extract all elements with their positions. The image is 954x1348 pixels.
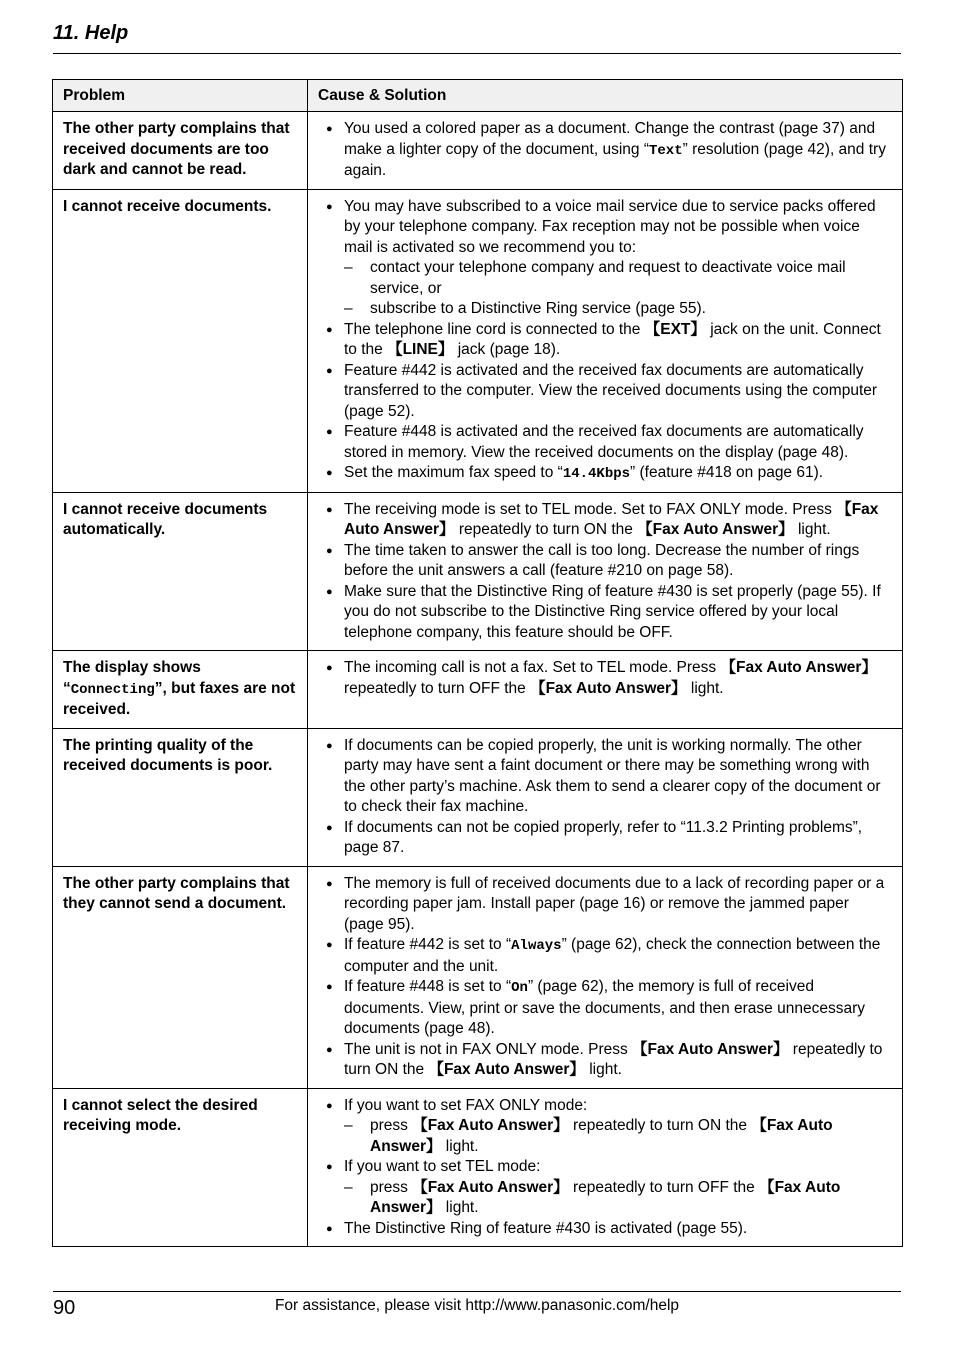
table-header-row <box>53 80 903 112</box>
solution-subitem: – press 【Fax Auto Answer】 repeatedly to turn ON the 【Fax Auto Answer】 light. <box>344 1116 890 1157</box>
setting-value: On <box>511 980 528 996</box>
solution-cell <box>308 866 903 1088</box>
table-row <box>53 189 903 492</box>
troubleshooting-table <box>52 79 903 1247</box>
fax-auto-answer-key: 【Fax Auto Answer】 <box>370 1178 841 1216</box>
setting-value: 14.4Kbps <box>562 466 631 482</box>
fax-auto-answer-key: 【Fax Auto Answer】 <box>344 500 879 538</box>
table-row <box>53 728 903 866</box>
column-header-solution: Cause & Solution <box>308 80 903 112</box>
solution-item: ● Set the maximum fax speed to “14.4Kbps” (feature #418 on page 61). <box>318 463 890 485</box>
table-row <box>53 866 903 1088</box>
table-row <box>53 1088 903 1247</box>
problem-cell: The display shows “Connecting”, but faxes are not received. <box>53 651 308 729</box>
fax-auto-answer-key: 【Fax Auto Answer】 <box>637 521 794 538</box>
ext-key: 【EXT】 <box>644 320 706 338</box>
fax-auto-answer-key: 【Fax Auto Answer】 <box>370 1117 833 1155</box>
header-divider <box>53 53 901 54</box>
page-header <box>53 20 901 46</box>
problem-cell: I cannot receive documents automatically. <box>53 492 308 651</box>
solution-cell <box>308 728 903 866</box>
solution-item: ● If feature #448 is set to “On” (page 62), the memory is full of received documents. View, print or save the documents, and then erase unnecessary documents (page 48). <box>318 977 890 1040</box>
problem-cell: The other party complains that they cannot send a document. <box>53 866 308 1088</box>
solution-item: ● The time taken to answer the call is too long. Decrease the number of rings before the unit answers a call (feature #210 on page 58). <box>318 541 890 582</box>
fax-auto-answer-key: 【Fax Auto Answer】 <box>720 659 877 676</box>
solution-item: ● If you want to set FAX ONLY mode: – press 【Fax Auto Answer】 repeatedly to turn ON the 【Fax Auto Answer】 light. <box>318 1096 890 1158</box>
solution-item: ● You may have subscribed to a voice mail service due to service packs offered by your telephone company. Fax reception may not be possible when voice mail is activated so we recommend you to: – contact your telephone company and request to deactivate voice mail service, or – subscribe to a Distinctive Ring service (page 55). <box>318 197 890 320</box>
problem-cell: I cannot select the desired receiving mode. <box>53 1088 308 1247</box>
solution-item: ● If documents can be copied properly, the unit is working normally. The other party may have sent a faint document or there may be something wrong with the other party’s machine. Ask them to send a clearer copy of the document or to check their fax machine. <box>318 736 890 818</box>
solution-item: ● The Distinctive Ring of feature #430 is activated (page 55). <box>318 1219 890 1240</box>
solution-item: ● Feature #442 is activated and the received fax documents are automatically transferred to the computer. View the received documents using the computer (page 52). <box>318 361 890 423</box>
solution-item: ● If you want to set TEL mode: – press 【Fax Auto Answer】 repeatedly to turn OFF the 【Fax Auto Answer】 light. <box>318 1157 890 1219</box>
solution-subitem: – contact your telephone company and request to deactivate voice mail service, or <box>344 258 890 299</box>
solution-cell <box>308 189 903 492</box>
setting-value: Always <box>511 938 562 954</box>
problem-cell: The other party complains that received documents are too dark and cannot be read. <box>53 112 308 190</box>
page-number: 90 <box>53 1297 76 1319</box>
solution-item: ● The receiving mode is set to TEL mode. Set to FAX ONLY mode. Press 【Fax Auto Answer】 repeatedly to turn ON the 【Fax Auto Answer】 light. <box>318 500 890 541</box>
solution-item: ● Make sure that the Distinctive Ring of feature #430 is set properly (page 55). If you do not subscribe to the Distinctive Ring service offered by your local telephone company, this feature should be OFF. <box>318 582 890 644</box>
problem-cell: I cannot receive documents. <box>53 189 308 492</box>
problem-cell: The printing quality of the received documents is poor. <box>53 728 308 866</box>
solution-subitem: – press 【Fax Auto Answer】 repeatedly to turn OFF the 【Fax Auto Answer】 light. <box>344 1178 890 1219</box>
column-header-problem: Problem <box>53 80 308 112</box>
table-row <box>53 112 903 190</box>
section-title: 11. Help <box>53 22 129 44</box>
solution-cell <box>308 492 903 651</box>
fax-auto-answer-key: 【Fax Auto Answer】 <box>412 1178 569 1196</box>
line-key: 【LINE】 <box>387 341 454 358</box>
solution-item: ● If feature #442 is set to “Always” (page 62), check the connection between the computer and the unit. <box>318 935 890 977</box>
solution-item: ● Feature #448 is activated and the received fax documents are automatically stored in memory. View the received documents on the display (page 48). <box>318 422 890 463</box>
table-row <box>53 651 903 729</box>
solution-cell <box>308 651 903 729</box>
solution-cell <box>308 1088 903 1247</box>
solution-subitem: – subscribe to a Distinctive Ring service (page 55). <box>344 299 890 320</box>
table-row <box>53 492 903 651</box>
fax-auto-answer-key: 【Fax Auto Answer】 <box>412 1117 569 1134</box>
fax-auto-answer-key: 【Fax Auto Answer】 <box>530 679 687 697</box>
solution-item: ● The memory is full of received documents due to a lack of recording paper or a recording paper jam. Install paper (page 16) or remove the jammed paper (page 95). <box>318 874 890 936</box>
solution-item: ● If documents can not be copied properly, refer to “11.3.2 Printing problems”, page 87. <box>318 818 890 859</box>
setting-value: Text <box>649 142 683 159</box>
solution-cell <box>308 112 903 190</box>
footer-divider <box>53 1291 901 1292</box>
solution-item: ● The unit is not in FAX ONLY mode. Press 【Fax Auto Answer】 repeatedly to turn ON the 【Fax Auto Answer】 light. <box>318 1040 890 1081</box>
solution-item: ● The incoming call is not a fax. Set to TEL mode. Press 【Fax Auto Answer】 repeatedly to turn OFF the 【Fax Auto Answer】 light. <box>318 658 890 699</box>
solution-item: ● You used a colored paper as a document. Change the contrast (page 37) and make a lighter copy of the document, using “Text” resolution (page 42), and try again. <box>318 119 890 182</box>
fax-auto-answer-key: 【Fax Auto Answer】 <box>632 1040 789 1058</box>
display-message: Connecting <box>70 681 155 698</box>
solution-item: ● The telephone line cord is connected to the 【EXT】 jack on the unit. Connect to the 【LINE】 jack (page 18). <box>318 320 890 361</box>
footer-assistance-text: For assistance, please visit http://www.panasonic.com/help <box>274 1297 680 1314</box>
fax-auto-answer-key: 【Fax Auto Answer】 <box>428 1061 585 1078</box>
